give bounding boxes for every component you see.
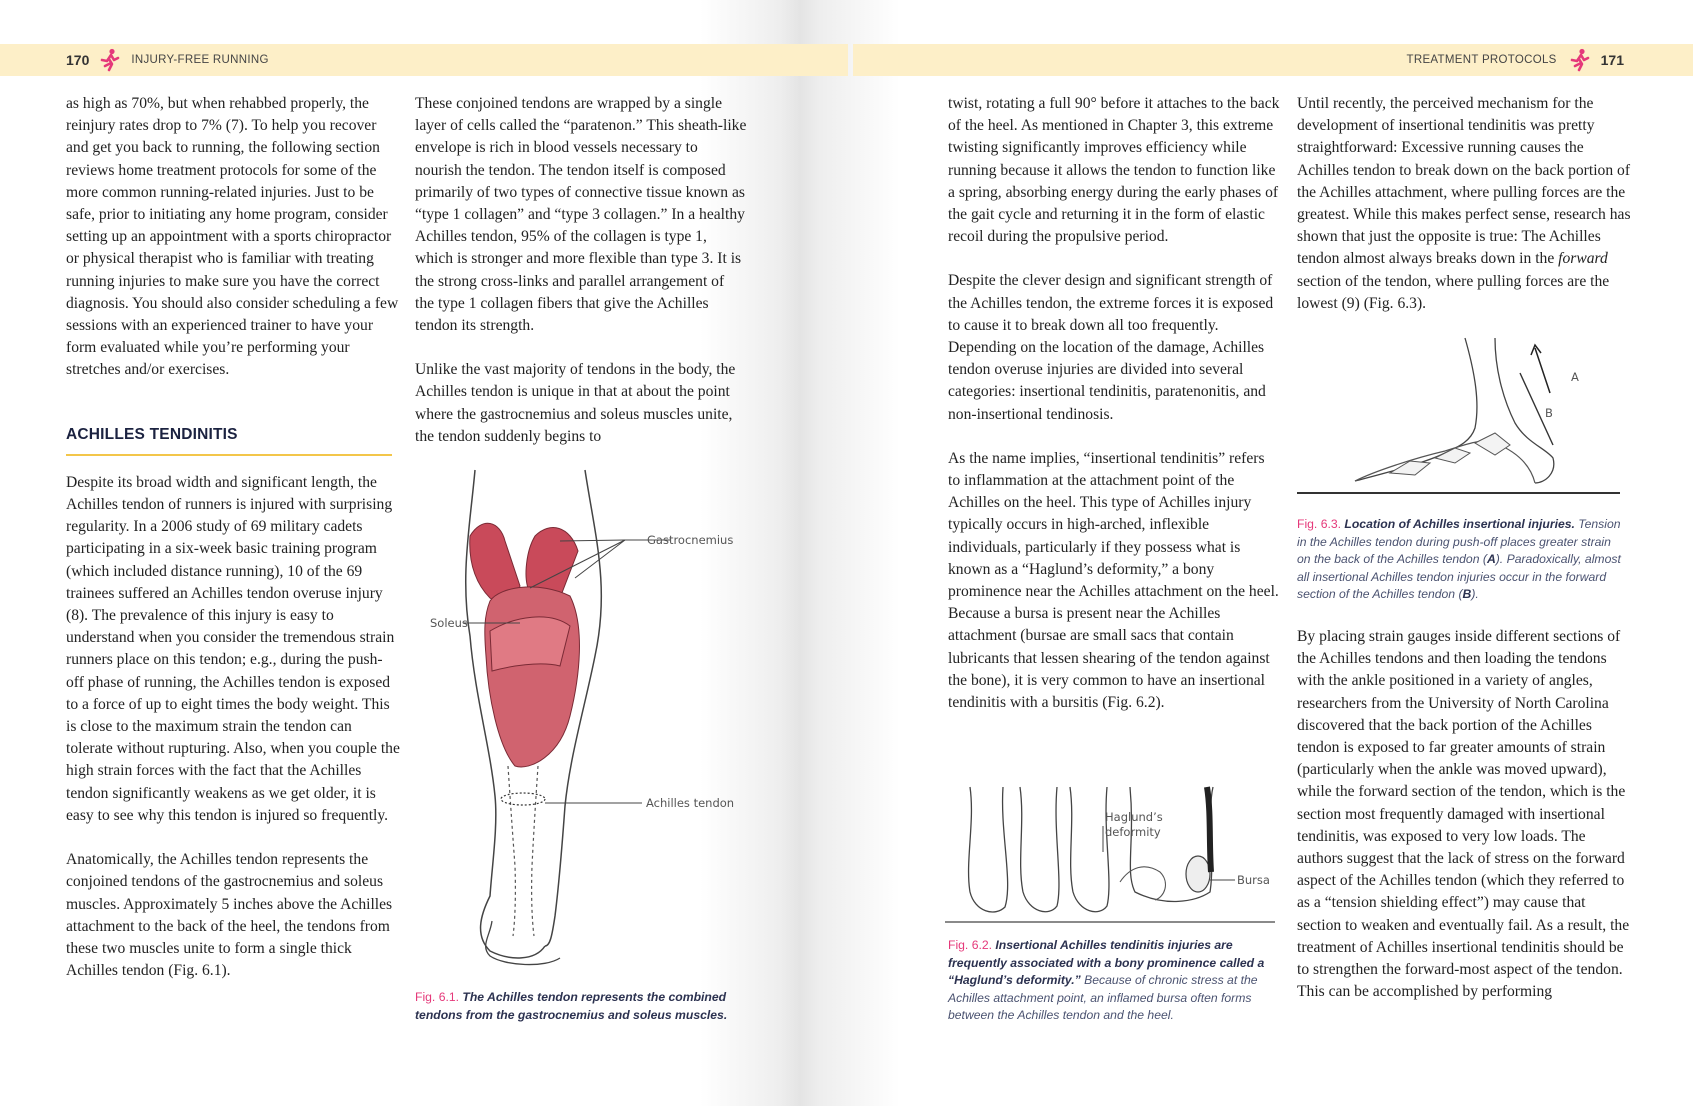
body-paragraph: Unlike the vast majority of tendons in the body, the Achilles tendon is unique in that at about the point where the gastrocnemius and soleus muscles unite, the tendon suddenly begins to xyxy=(415,361,736,445)
body-paragraph: As the name implies, “insertional tendinitis” refers to inflammation at the attachment point of the Achilles on the heel. This type of Achilles injury typically occurs in high-arched, inflexible individuals, particularly if they possess what is known as a “Haglund’s deformity,” a bony prominence near the Achilles attachment on the heel. Because a bursa is present near the Achilles attachment (bursae are small sacs that contain lubricants that lessen shearing of the tendon against the bone), it is very common to have an insertional tendinitis with a bursitis (Fig. 6.2). xyxy=(948,449,1279,712)
emphasis-forward: forward xyxy=(1558,250,1608,268)
label-haglunds: Haglund’s xyxy=(1105,810,1163,824)
label-gastrocnemius: Gastrocnemius xyxy=(647,533,734,547)
figure-6-2-haglund-deformity xyxy=(945,782,1275,924)
section-heading-achilles-tendinitis: ACHILLES TENDINITIS xyxy=(66,424,392,456)
label-achilles-tendon: Achilles tendon xyxy=(646,796,735,810)
body-paragraph: Anatomically, the Achilles tendon represents the conjoined tendons of the gastrocnemius and soleus muscles. Approximately 5 inches above the Achilles attachment to the back of the heel, the tendons from these two muscles unite to form a single thick Achilles tendon (Fig. 6.1). xyxy=(66,851,393,980)
left-column-2 xyxy=(415,93,747,448)
runner-icon xyxy=(99,48,121,72)
caption-label: Fig. 6.3. xyxy=(1297,517,1342,531)
right-column-1 xyxy=(948,93,1280,714)
figure-6-3-caption: Fig. 6.3. Location of Achilles insertional injuries. Tension in the Achilles tendon during push-off places greater strain on the back of the Achilles tendon (A). Paradoxically, almost all insertional Achilles tendon injuries occur in the forward section of the Achilles tendon (B). xyxy=(1297,517,1621,601)
soleus-muscle xyxy=(485,587,580,767)
figure-6-3-achilles-insertion xyxy=(1295,333,1625,503)
figure-6-2-caption xyxy=(948,937,1268,1025)
label-soleus: Soleus xyxy=(430,616,468,630)
right-column-2 xyxy=(1297,93,1631,315)
right-running-title: TREATMENT PROTOCOLS xyxy=(1406,54,1557,66)
figure-6-1-caption xyxy=(415,989,745,1024)
body-paragraph: Despite the clever design and significant strength of the Achilles tendon, the extreme forces it is exposed to cause it to break down all too frequently. Depending on the location of the damage, Achilles tendon overuse injuries are divided into several categories: insertional tendinitis, paratenonitis, and non-insertional tendinosis. xyxy=(948,272,1274,423)
caption-bold: Insertional Achilles tendinitis injuries are frequently associated with a bony prominence called a “Haglund’s deformity.” xyxy=(948,938,1265,987)
right-page-header xyxy=(1407,44,1624,76)
intro-paragraph: as high as 70%, but when rehabbed properly, the reinjury rates drop to 7% (7). To help you recover and get you back to running, the following section reviews home treatment protocols for some of the more common running-related injuries. Just to be safe, prior to initiating any home program, consider setting up an appointment with a sports chiropractor or physical therapist who is familiar with treating running injuries to make sure you have the correct diagnosis. You should also consider scheduling a few sessions with an experienced trainer to have your form evaluated while you’re performing your stretches and/or exercises. xyxy=(66,95,399,379)
caption-text: Tension in the Achilles tendon during push-off places greater strain on the back of the Achilles tendon ( xyxy=(1297,517,1621,566)
left-page-number: 170 xyxy=(66,52,90,68)
caption-bold: Location of Achilles insertional injuries. xyxy=(1344,517,1575,531)
label-deformity: deformity xyxy=(1105,825,1161,839)
caption-text: Because of chronic stress at the Achilles attachment point, an inflamed bursa often forms between the Achilles tendon and the heel. xyxy=(948,973,1258,1022)
label-a: A xyxy=(1571,370,1579,384)
body-paragraph: Despite its broad width and significant length, the Achilles tendon of runners is injured with surprising regularity. In a 2006 study of 69 military cadets participating in a six-week basic training program (which included distance running), 10 of the 69 trainees suffered an Achilles tendon overuse injury (8). The prevalence of this injury is easy to understand when you consider the tremendous strain runners place on this tendon; e.g., during the push-off phase of running, the Achilles tendon is exposed to a force of up to eight times the body weight. This is close to the maximum strain the tendon can tolerate without rupturing. Also, when you couple the high strain forces with the fact that the Achilles tendon significantly weakens as we get older, it is easy to see why this tendon is injured so frequently. xyxy=(66,473,400,824)
left-column-1 xyxy=(66,93,400,982)
right-page-number: 171 xyxy=(1600,52,1624,68)
label-bursa: Bursa xyxy=(1237,873,1270,887)
label-b: B xyxy=(1545,406,1553,420)
left-page-header xyxy=(66,44,269,76)
caption-label: Fig. 6.2. xyxy=(948,938,993,952)
body-paragraph: These conjoined tendons are wrapped by a single layer of cells called the “paratenon.” This sheath-like envelope is rich in blood vessels necessary to nourish the tendon. The tendon itself is composed primarily of two types of connective tissue known as “type 1 collagen” and “type 3 collagen.” In a healthy Achilles tendon, 95% of the collagen is type 1, which is stronger and more flexible than type 3. It is the strong cross-links and parallel arrangement of the type 1 collagen fibers that give the Achilles tendon its strength. xyxy=(415,95,747,335)
right-column-2-continued xyxy=(1297,626,1631,1003)
body-paragraph: By placing strain gauges inside different sections of the Achilles tendons and then loading the tendons with the ankle positioned in a variety of angles, researchers from the University of North Carolina discovered that the back portion of the Achilles tendon is exposed to far greater amounts of strain (particularly when the ankle was moved upward), while the forward section of the tendon, which is the section most frequently damaged with insertional tendinitis, was exposed to very low loads. The authors suggest that the lack of stress on the forward aspect of the Achilles tendon (which they referred to as a “tension shielding effect”) may cause that section to weaken and eventually fail. As a result, the treatment of Achilles insertional tendinitis should be to strengthen the forward-most aspect of the tendon. This can be accomplished by performing xyxy=(1297,628,1630,1001)
body-paragraph: Until recently, the perceived mechanism for the development of insertional tendinitis was pretty straightforward: Excessive running causes the Achilles tendon to break down on the back portion of the Achilles attachment, where pulling forces are the greatest. While this makes perfect sense, research has shown that just the opposite is true: The Achilles tendon almost always breaks down in the forward section of the tendon, where pulling forces are the lowest (9) (Fig. 6.3). xyxy=(1297,95,1631,312)
body-paragraph: twist, rotating a full 90° before it attaches to the back of the heel. As mentioned in Chapter 3, this extreme twisting significantly improves efficiency while running because it allows the tendon to function like a spring, absorbing energy during the early phases of the gait cycle and returning it in the form of elastic recoil during the propulsive period. xyxy=(948,95,1280,246)
runner-icon xyxy=(1569,48,1591,72)
left-running-title: INJURY-FREE RUNNING xyxy=(131,54,269,66)
caption-label: Fig. 6.1. xyxy=(415,990,460,1004)
figure-6-1-calf-anatomy xyxy=(420,466,740,976)
caption-bold: The Achilles tendon represents the combined tendons from the gastrocnemius and soleus muscles. xyxy=(415,990,728,1022)
